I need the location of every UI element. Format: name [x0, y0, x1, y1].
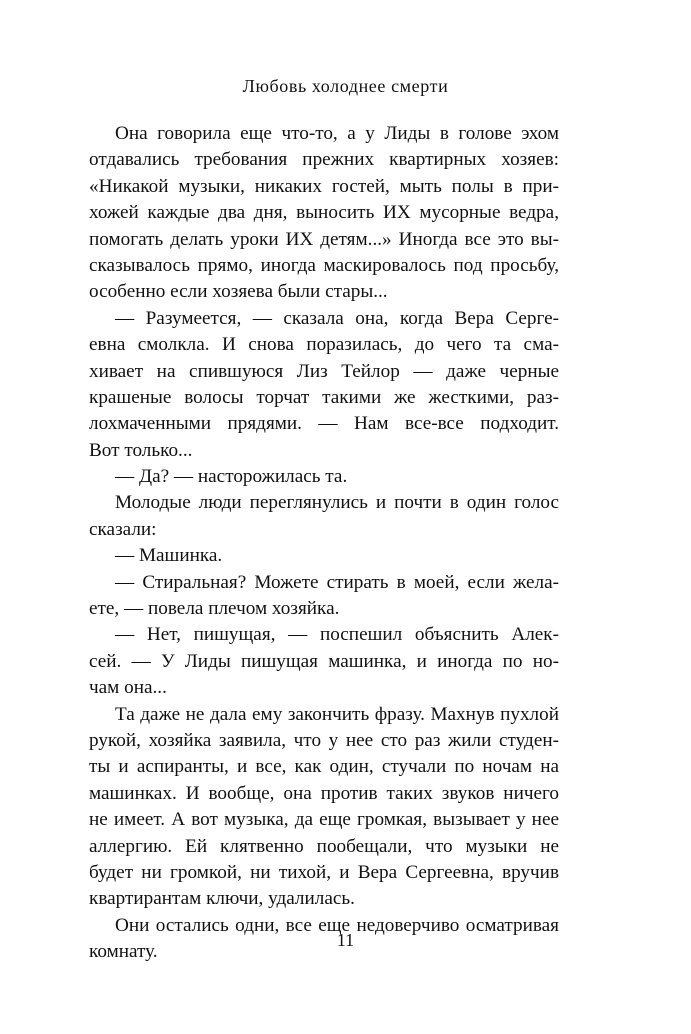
text-line: «Никакой музыки, никаких гостей, мыть полы в при-: [89, 175, 559, 197]
text-line: хожей каждые два дня, выносить ИХ мусорные ведра,: [89, 202, 559, 224]
text-line: особенно если хозяева были стары...: [89, 281, 388, 303]
text-line: — Машинка.: [115, 545, 223, 567]
text-line: Та даже не дала ему закончить фразу. Махнув пухлой: [115, 703, 559, 725]
text-line: лохмаченными прядями. — Нам все-все подходит.: [89, 413, 559, 435]
text-line: отдавались требования прежних квартирных хозяев:: [89, 149, 559, 171]
text-line: — Разумеется, — сказала она, когда Вера Серге-: [115, 307, 559, 329]
text-line: евна смолкла. И снова поразилась, до чего та сма-: [89, 334, 559, 356]
text-line: чам она...: [89, 677, 167, 699]
text-line: Молодые люди переглянулись и почти в один голос: [115, 492, 559, 514]
text-line: ты и аспиранты, и все, как один, стучали по ночам на: [89, 756, 559, 778]
text-line: ете, — повела плечом хозяйка.: [89, 598, 340, 620]
text-line: аллергию. Ей клятвенно пообещали, что музыки не: [89, 835, 559, 857]
text-line: рукой, хозяйка заявила, что у нее сто раз жили студен-: [89, 729, 559, 751]
text-line: — Да? — насторожилась та.: [115, 466, 348, 488]
text-line: Вот только...: [89, 439, 193, 461]
body-text: [89, 121, 559, 966]
text-line: квартирантам ключи, удалилась.: [89, 888, 355, 910]
text-line: будет ни громкой, ни тихой, и Вера Сергеевна, вручив: [89, 861, 559, 883]
text-line: помогать делать уроки ИХ детям...» Иногда все это вы-: [89, 228, 559, 250]
text-line: — Стиральная? Можете стирать в моей, если жела-: [115, 571, 559, 593]
running-head: Любовь холоднее смерти: [242, 76, 449, 96]
text-line: не имеет. А вот музыка, да еще громкая, вызывает у нее: [89, 809, 559, 831]
text-line: крашеные волосы торчат такими же жесткими, раз-: [89, 386, 559, 408]
text-line: машинках. И вообще, она против таких звуков ничего: [89, 782, 559, 804]
text-line: сказывалось прямо, иногда маскировалось под просьбу,: [89, 254, 559, 276]
text-line: — Нет, пишущая, — поспешил объяснить Алек-: [115, 624, 559, 646]
text-line: сказали:: [89, 518, 157, 540]
page-number: 11: [336, 930, 355, 950]
text-line: комнату.: [89, 941, 158, 963]
text-line: хивает на спившуюся Лиз Тейлор — даже черные: [89, 360, 559, 382]
text-line: Она говорила еще что-то, а у Лиды в голове эхом: [115, 123, 559, 144]
text-line: сей. — У Лиды пишущая машинка, и иногда по но-: [89, 650, 559, 672]
text-line: Они остались одни, все еще недоверчиво осматривая: [115, 914, 559, 936]
